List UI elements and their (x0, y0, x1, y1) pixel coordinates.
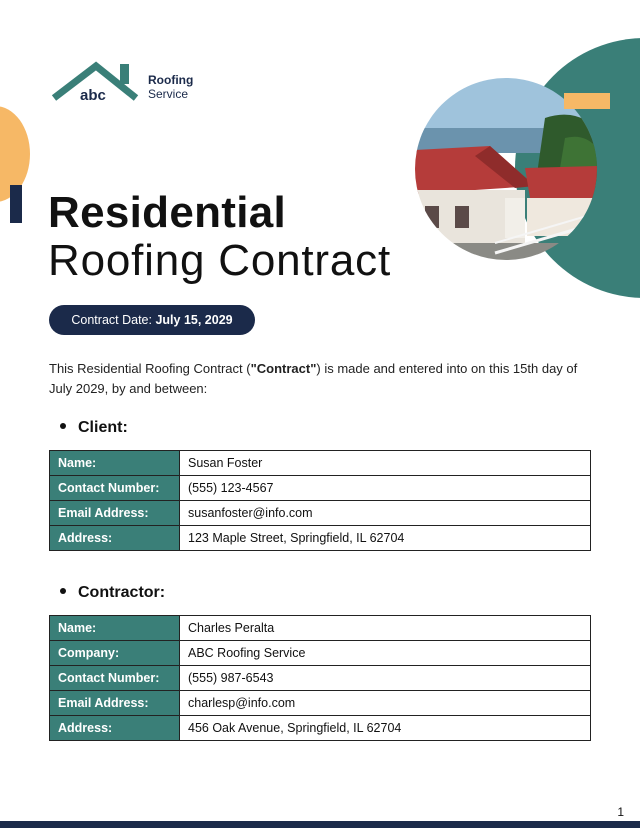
page-number: 1 (617, 805, 624, 819)
table-row (50, 666, 591, 691)
logo-service-text: Service (148, 87, 189, 101)
contractor-email-value: charlesp@info.com (180, 691, 591, 716)
contractor-contact-value: (555) 987-6543 (180, 666, 591, 691)
contractor-heading-text: Contractor: (78, 584, 166, 601)
table-row (50, 501, 591, 526)
contractor-address-label: Address: (50, 716, 180, 741)
client-address-label: Address: (50, 526, 180, 551)
table-row (50, 526, 591, 551)
contractor-name-value: Charles Peralta (180, 616, 591, 641)
table-row (50, 691, 591, 716)
client-email-value: susanfoster@info.com (180, 501, 591, 526)
contractor-company-label: Company: (50, 641, 180, 666)
contractor-heading (60, 584, 165, 602)
contractor-name-label: Name: (50, 616, 180, 641)
footer-bar (0, 821, 640, 828)
client-name-value: Susan Foster (180, 451, 591, 476)
table-row (50, 716, 591, 741)
client-contact-value: (555) 123-4567 (180, 476, 591, 501)
bullet-icon (60, 423, 66, 429)
decorative-orange-bar (564, 93, 610, 109)
bullet-icon (60, 588, 66, 594)
decorative-navy-bar (10, 185, 22, 223)
logo-roofing-text: Roofing (148, 73, 194, 87)
contract-date-value: July 15, 2029 (155, 313, 233, 327)
table-row (50, 451, 591, 476)
client-heading-text: Client: (78, 419, 128, 436)
logo-abc-text: abc (80, 87, 106, 104)
client-name-label: Name: (50, 451, 180, 476)
contractor-address-value: 456 Oak Avenue, Springfield, IL 62704 (180, 716, 591, 741)
table-row (50, 641, 591, 666)
contractor-company-value: ABC Roofing Service (180, 641, 591, 666)
client-email-label: Email Address: (50, 501, 180, 526)
intro-text-before: This Residential Roofing Contract ( (49, 361, 251, 376)
client-table (49, 450, 591, 551)
intro-paragraph (49, 359, 594, 399)
client-heading (60, 419, 128, 437)
contractor-table (49, 615, 591, 741)
contract-date-badge (49, 305, 255, 335)
intro-text-after: ) is made and entered into on this 15th day of July 2029, by and between: (49, 361, 578, 396)
table-row (50, 616, 591, 641)
contract-date-label: Contract Date: (71, 313, 156, 327)
table-row (50, 476, 591, 501)
contractor-contact-label: Contact Number: (50, 666, 180, 691)
page-title-line2: Roofing Contract (48, 236, 391, 285)
client-address-value: 123 Maple Street, Springfield, IL 62704 (180, 526, 591, 551)
page-title-line1: Residential (48, 188, 287, 237)
intro-text-bold: "Contract" (250, 361, 317, 376)
contractor-email-label: Email Address: (50, 691, 180, 716)
client-contact-label: Contact Number: (50, 476, 180, 501)
